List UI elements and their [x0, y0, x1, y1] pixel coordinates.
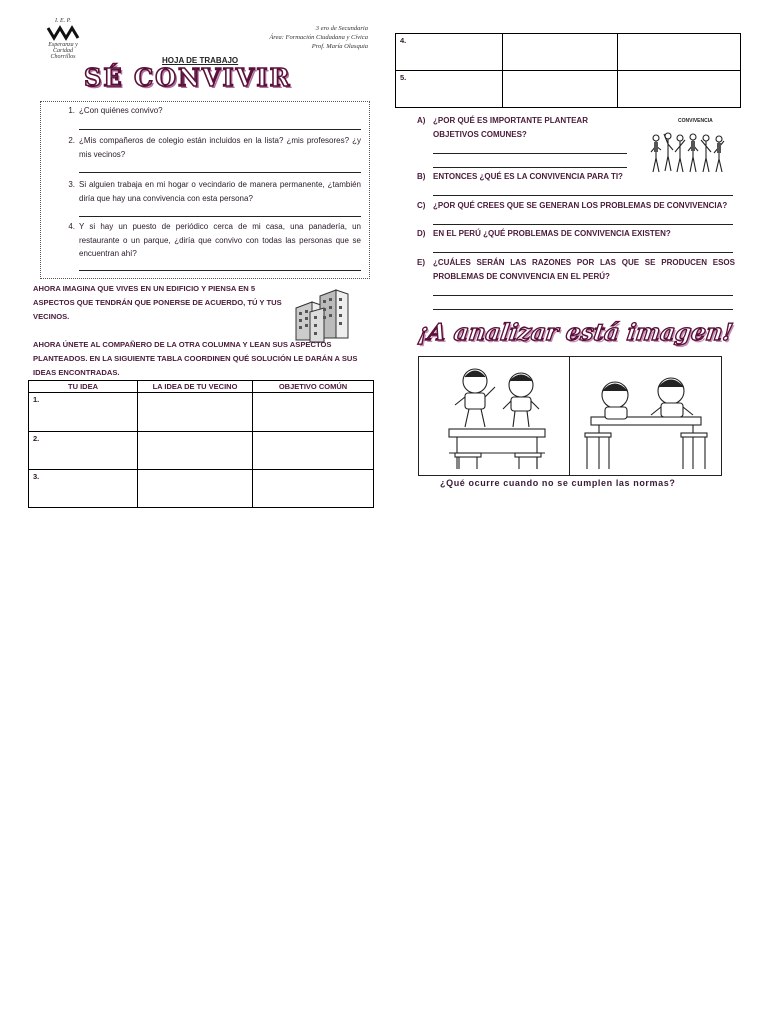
- answer-line[interactable]: [433, 294, 733, 296]
- table-cell[interactable]: [618, 71, 741, 108]
- question-label: B): [417, 172, 426, 181]
- people-group-icon: [648, 116, 728, 178]
- questions-box: [40, 101, 370, 279]
- question-text: ¿POR QUÉ CREES QUE SE GENERAN LOS PROBLEMAS DE CONVIVENCIA?: [433, 201, 728, 210]
- ideas-table: [28, 380, 374, 508]
- header-info: [230, 24, 368, 51]
- question-3: [68, 178, 361, 217]
- sheet-label: HOJA DE TRABAJO: [162, 56, 239, 65]
- answer-line[interactable]: [79, 128, 361, 130]
- row-number: 2.: [33, 434, 40, 443]
- question-number: 4.: [68, 222, 75, 231]
- answer-line[interactable]: [79, 215, 361, 217]
- page-title: SÉ CONVIVIR: [84, 63, 292, 92]
- table-cell[interactable]: [618, 34, 741, 71]
- table-cell[interactable]: [253, 432, 374, 470]
- answer-line[interactable]: [433, 251, 733, 253]
- question-text: ¿CUÁLES SERÁN LAS RAZONES POR LAS QUE SE PRODUCEN ESOS PROBLEMAS DE CONVIVENCIA EN EL PERÚ?: [433, 258, 735, 281]
- question-c: [417, 199, 733, 225]
- table-cell[interactable]: [29, 470, 138, 508]
- school-motto: Esperanza y Caridad: [48, 42, 78, 54]
- school-location: Chorrillos: [50, 54, 76, 60]
- question-label: D): [417, 229, 426, 238]
- table-cell[interactable]: [253, 393, 374, 432]
- join-instruction: AHORA ÚNETE AL COMPAÑERO DE LA OTRA COLUMNA Y LEAN SUS ASPECTOS PLANTEADOS. EN LA SIGUIENTE TABLA COORDINEN QUÉ SOLUCIÓN LE DARÁN A SUS IDEAS ENCONTRADAS.: [33, 340, 358, 377]
- table-row: [396, 71, 741, 108]
- question-2: [68, 134, 361, 173]
- question-label: E): [417, 258, 425, 267]
- row-number: 4.: [400, 36, 407, 45]
- answer-line[interactable]: [433, 194, 733, 196]
- table-header-row: [29, 381, 374, 393]
- table-row: [29, 393, 374, 432]
- imagine-instruction: AHORA IMAGINA QUE VIVES EN UN EDIFICIO Y PIENSA EN 5 ASPECTOS QUE TENDRÁN QUE PONERSE DE ACUERDO, TÚ Y TUS VECINOS.: [33, 284, 282, 321]
- row-number: 5.: [400, 73, 407, 82]
- convivencia-label: CONVIVENCIA: [678, 118, 713, 124]
- question-1: [68, 104, 361, 130]
- answer-line[interactable]: [433, 223, 733, 225]
- table-row: [29, 470, 374, 508]
- column-header: LA IDEA DE TU VECINO: [138, 381, 253, 393]
- question-label: A): [417, 116, 426, 125]
- analyze-question: ¿Qué ocurre cuando no se cumplen las normas?: [440, 478, 676, 488]
- children-standing-on-desk-icon: [419, 357, 569, 475]
- question-text: ¿POR QUÉ ES IMPORTANTE PLANTEAR OBJETIVOS COMUNES?: [433, 116, 588, 139]
- teacher-label: Prof. María Olasquia: [311, 43, 368, 50]
- table-row: [396, 34, 741, 71]
- question-label: C): [417, 201, 426, 210]
- question-number: 1.: [68, 106, 75, 115]
- table-cell[interactable]: [29, 432, 138, 470]
- building-icon: [290, 286, 360, 344]
- answer-line[interactable]: [433, 166, 627, 168]
- question-number: 3.: [68, 180, 75, 189]
- question-4: [68, 220, 361, 271]
- row-number: 3.: [33, 472, 40, 481]
- table-cell[interactable]: [253, 470, 374, 508]
- answer-line[interactable]: [433, 152, 627, 154]
- question-text: EN EL PERÚ ¿QUÉ PROBLEMAS DE CONVIVENCIA EXISTEN?: [433, 229, 671, 238]
- answer-line[interactable]: [79, 171, 361, 173]
- answer-line[interactable]: [79, 269, 361, 271]
- table-cell[interactable]: [503, 71, 618, 108]
- table-cell[interactable]: [503, 34, 618, 71]
- question-text: Y si hay un puesto de periódico cerca de mi casa, una panadería, un restaurante o un parque, ¿diría que convivo con todas las personas que se encuentran ahí?: [79, 222, 361, 258]
- column-header: OBJETIVO COMÚN: [253, 381, 374, 393]
- table-cell[interactable]: [396, 71, 503, 108]
- answer-line[interactable]: [433, 308, 733, 310]
- question-d: [417, 227, 733, 253]
- comparison-image: [418, 356, 722, 476]
- school-abbrev: I. E. P.: [54, 18, 72, 24]
- question-text: Si alguien trabaja en mi hogar o vecindario de manera permanente, ¿también diría que hay una convivencia con esta persona?: [79, 180, 361, 203]
- table-cell[interactable]: [396, 34, 503, 71]
- area-label: Área: Formación Ciudadana y Cívica: [269, 34, 368, 41]
- ideas-table-continued: [395, 33, 741, 108]
- school-logo-block: [38, 18, 88, 60]
- row-number: 1.: [33, 395, 40, 404]
- question-a: [417, 114, 623, 168]
- table-row: [29, 432, 374, 470]
- table-cell[interactable]: [138, 393, 253, 432]
- convivencia-illustration: [648, 116, 728, 178]
- question-e: [417, 256, 735, 310]
- image-divider: [569, 357, 570, 475]
- question-b: [417, 170, 733, 196]
- table-cell[interactable]: [29, 393, 138, 432]
- grade-label: 3 ero de Secundaria: [315, 25, 368, 32]
- children-sitting-at-desk-icon: [571, 357, 721, 475]
- question-number: 2.: [68, 136, 75, 145]
- question-text: ¿Mis compañeros de colegio están incluidos en la lista? ¿mis profesores? ¿y mis vecinos?: [79, 136, 361, 159]
- analyze-title: ¡A analizar está imagen!: [416, 319, 735, 346]
- question-text: ENTONCES ¿QUÉ ES LA CONVIVENCIA PARA TI?: [433, 172, 623, 181]
- table-cell[interactable]: [138, 470, 253, 508]
- school-logo-icon: [46, 25, 80, 41]
- question-text: ¿Con quiénes convivo?: [79, 106, 163, 115]
- column-header: TU IDEA: [29, 381, 138, 393]
- table-cell[interactable]: [138, 432, 253, 470]
